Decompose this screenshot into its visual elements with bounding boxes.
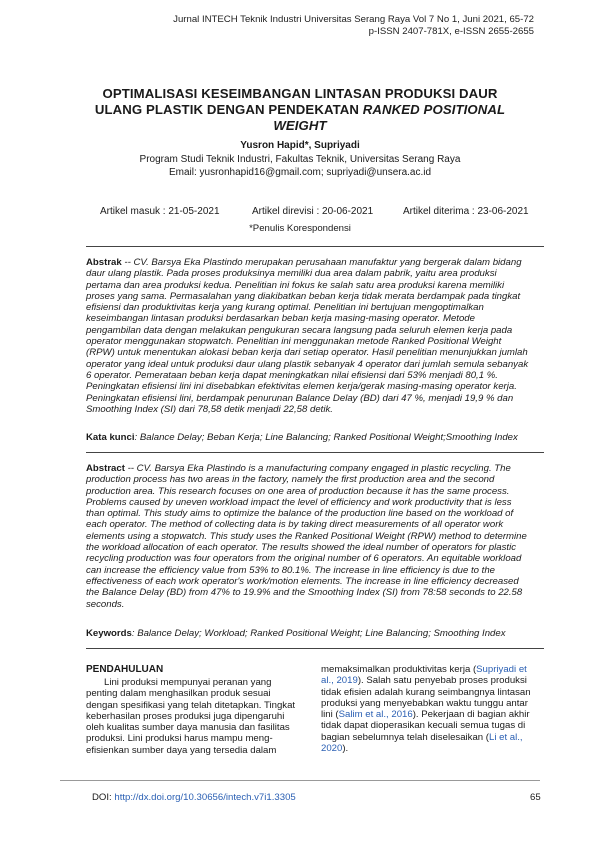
doi [92,792,296,803]
paper-title [60,86,540,134]
title-line3-italic: WEIGHT [273,118,327,133]
intro-line: produksi yang menyebabkan waktu tunggu antar [321,697,528,709]
abstract-line: the workload allocation of each operator. The results showed the ideal number of operators for plastic [86,542,517,554]
abstract-line: can increase the efficiency value from 53% to 80.1%. The increase in line efficiency is due to the [86,564,496,576]
abstract-line: than optimal. This study aims to optimize the balance of the production line based on the workload of [86,508,514,520]
abstract-line: each operator. The method of collecting data is by taking direct measurements of all operator work [86,519,504,531]
corresponding-note: *Penulis Korespondensi [249,223,351,234]
intro-text: memaksimalkan produktivitas kerja ( [321,664,477,675]
abstrak-line: efisiensi dan produktivitas kerja yang kurang optimal. Penelitian ini bertujuan mengoptimalkan [86,302,484,314]
intro-line [321,664,546,675]
abstract-line: production area. This research focuses on one area of production because it has the same process. [86,485,510,497]
abstrak-line: -- CV. Barsya Eka Plastindo merupakan perusahaan manufaktur yang bergerak dalam bidang [124,257,522,268]
doi-link[interactable]: http://dx.doi.org/10.30656/intech.v7i1.3305 [114,792,296,803]
email: Email: yusronhapid16@gmail.com; supriyadi@unsera.ac.id [168,167,432,178]
abstrak [86,257,544,415]
intro-text: bagian sebelumnya telah diselesaikan ( [321,731,489,743]
date-received: Artikel masuk : 21-05-2021 [100,206,220,217]
intro-text: ). [342,743,349,755]
citation-link[interactable]: Supriyadi et [476,664,527,675]
title-line3 [60,118,540,134]
intro-line: produksi. Lini produksi harus mampu meng- [86,733,273,745]
abstract-line: production process has two areas in the factory, namely the first production area and the second [86,474,495,486]
intro-line [321,743,546,754]
page-number: 65 [530,792,541,803]
citation-link[interactable]: al., 2019 [321,675,358,687]
abstrak-label: Abstrak [86,257,122,268]
abstract-line: seconds. [86,598,125,610]
intro-line: Lini produksi mempunyai peranan yang [104,677,272,688]
intro-text: lini ( [321,709,339,721]
divider [86,648,544,649]
divider [86,452,544,453]
abstrak-line: Smoothing Index (SI) dari 78,58 detik menjadi 22,58 detik. [86,403,333,415]
date-accepted: Artikel diterima : 23-06-2021 [403,206,529,217]
keywords-label: Keywords [86,628,132,639]
keywords [86,628,544,639]
abstract-line: -- CV. Barsya Eka Plastindo is a manufacturing company engaged in plastic recycling. The [127,463,511,474]
abstrak-line: Peningkatan efisiensi lini, berdampak penurunan Balance Delay (BD) dari 47 %, menjadi 19,9 % dan [86,392,514,404]
abstract-line: elements using a stopwatch. This study uses the Ranked Positional Weight (RPW) method to determine [86,530,527,542]
intro-left-column [86,664,308,756]
journal-header-line1: Jurnal INTECH Teknik Industri Universitas Serang Raya Vol 7 No 1, Juni 2021, 65-72 [173,14,534,25]
journal-header [173,14,534,38]
intro-line [321,675,546,686]
intro-right-column [321,664,546,754]
abstract-line: effectiveness of each work operator's work/motion elements. The increase in line efficiency decreased [86,575,519,587]
intro-line [321,732,546,743]
abstrak-line: daur ulang plastik. Pada proses produksinya memiliki dua area dalam pabrik, yaitu area produksi [86,268,497,280]
intro-line: efisienkan sumber daya yang tersedia dalam [86,744,277,756]
abstrak-line: Peningkatan efisiensi lini ini disebabkan efektivitas elemen kerja/gerak masing-masing operator kerja. [86,381,517,393]
intro-line: keberhasilan proses produksi juga dipengaruhi [86,710,285,722]
intro-text: ). Pekerjaan di bagian akhir [412,709,530,721]
section-heading: PENDAHULUAN [86,664,164,675]
journal-header-line2: p-ISSN 2407-781X, e-ISSN 2655-2655 [368,26,534,37]
kata-kunci [86,432,544,443]
kata-kunci-text: : Balance Delay; Beban Kerja; Line Balancing; Ranked Positional Weight;Smoothing Index [134,432,518,443]
keywords-text: : Balance Delay; Workload; Ranked Positional Weight; Line Balancing; Smoothing Index [131,628,506,639]
abstrak-line: pengambilan data dengan melakukan pengukuran secara langsung pada seluruh elemen kerja pada [86,324,513,336]
kata-kunci-label: Kata kunci [86,432,135,443]
abstrak-line: proses yang sama. Permasalahan yang diakibatkan beban kerja tidak merata berdampak pada tingkat [86,290,521,302]
intro-line: dengan spesifikasi yang telah ditetapkan. Tingkat [86,699,296,711]
abstrak-line: operator menggunakan stopwatch. Penelitian ini menggunakan metode Ranked Positional Weight [86,336,502,348]
title-line2 [60,102,540,118]
intro-line: oleh kualitas sumber daya manusia dan fasilitas [86,722,290,734]
abstrak-line: pertama dan area produksi kedua. Penelitian ini fokus ke salah satu area produksi karena memiliki [86,279,505,291]
abstract-en [86,463,544,610]
title-line2-italic: RANKED POSITIONAL [362,102,506,117]
doi-label: DOI: [92,792,115,803]
date-revised: Artikel direvisi : 20-06-2021 [252,206,374,217]
abstract-line: recycling production was four operators from the original number of 6 operators. An equitable workload [86,553,522,565]
abstrak-line: keseimbangan lintasan produksi berdasarkan beban kerja masing-masing operator. Metode [86,313,475,325]
abstrak-line: (RPW) untuk menentukan alokasi beban kerja dari setiap operator. Hasil penelitian menunjukkan jumlah [86,347,528,359]
divider [86,246,544,247]
citation-link[interactable]: Salim et al., 2016 [338,709,413,721]
intro-line [321,709,546,720]
intro-line: tidak dapat dioperasikan kecuali semua tugas di [321,720,526,732]
abstract-label: Abstract [86,463,125,474]
abstract-line: Problems caused by uneven workload impact the level of efficiency and work productivity that is less [86,496,512,508]
footer-divider [60,780,540,781]
title-line1: OPTIMALISASI KESEIMBANGAN LINTASAN PRODUKSI DAUR [102,86,498,101]
abstrak-line: 6 operator. Pemerataan beban kerja dapat meningkatkan nilai efisiensi dari 53% menjadi 80,1 %. [86,369,498,381]
intro-line: penting dalam menghasilkan produk sesuai [86,688,271,700]
affiliation: Program Studi Teknik Industri, Fakultas Teknik, Universitas Serang Raya [139,154,461,165]
abstrak-line: operator yang ideal untuk produksi daur ulang plastik sebanyak 4 operator dari jumlah semula sebanyak [86,358,529,370]
abstract-line: the Balance Delay (BD) from 47% to 19.9% and the Smoothing Index (SI) from 78:58 seconds to 22.58 [86,587,523,599]
intro-text: ). Salah satu penyebab proses produksi [357,675,527,687]
citation-link[interactable]: Li et al., [489,731,523,743]
citation-link[interactable]: 2020 [321,743,343,755]
authors: Yusron Hapid*, Supriyadi [240,140,360,151]
intro-line: tidak efisien adalah kurang seimbangnya lintasan [321,686,531,698]
title-line2-plain: ULANG PLASTIK DENGAN PENDEKATAN [94,102,363,117]
